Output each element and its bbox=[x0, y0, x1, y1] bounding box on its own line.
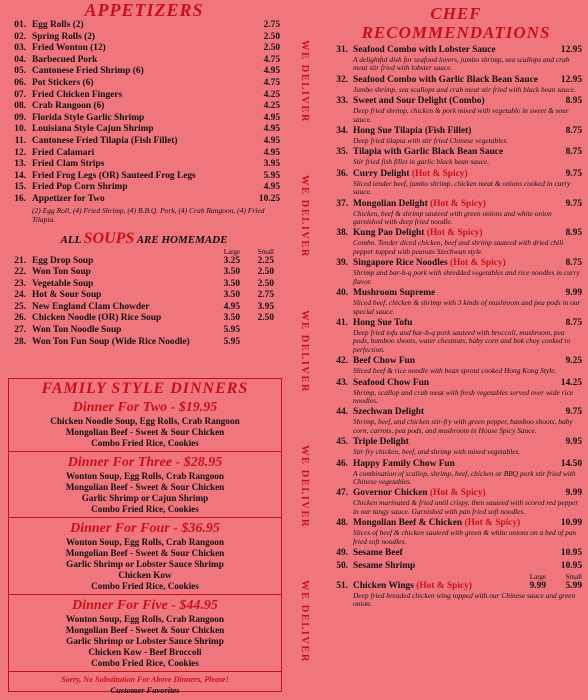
item-number: 40. bbox=[336, 288, 348, 299]
item-number: 24. bbox=[14, 290, 26, 301]
item-number: 26. bbox=[14, 313, 26, 324]
dinner-line: Chicken Kow bbox=[118, 570, 172, 580]
chef-row bbox=[324, 378, 582, 389]
dinner-title: Dinner For Three - $28.95 bbox=[67, 455, 223, 470]
item-price: 2.50 bbox=[263, 43, 280, 54]
appetizers-title: APPETIZERS bbox=[84, 0, 204, 20]
item-desc: Slices of beef & chicken sauteed with green & white onions on a bed of pan fried soft noodles. bbox=[353, 528, 577, 546]
dinner-line: Mongolian Beef - Sweet & Sour Chicken bbox=[65, 482, 225, 492]
item-number: 38. bbox=[336, 228, 348, 239]
chef-column bbox=[324, 0, 588, 700]
appetizer-row bbox=[0, 66, 280, 78]
dinner-line: Wonton Soup, Egg Rolls, Crab Rangoon bbox=[65, 537, 225, 547]
item-number: 14. bbox=[14, 170, 26, 181]
item-price: 4.95 bbox=[263, 182, 280, 193]
item-name: Seafood Combo with Garlic Black Bean Sauce bbox=[353, 74, 538, 85]
we-deliver-4: WE DELIVER bbox=[299, 445, 310, 528]
item-name: Sesame Beef bbox=[353, 548, 403, 558]
small-price: 2.75 bbox=[257, 290, 274, 301]
soup-row bbox=[0, 267, 274, 279]
chef-item bbox=[324, 378, 582, 406]
large-price: 3.25 bbox=[223, 255, 240, 266]
we-deliver-2: WE DELIVER bbox=[299, 175, 310, 258]
chef-row bbox=[324, 199, 582, 210]
chef-item bbox=[324, 561, 582, 572]
family-title: FAMILY STYLE DINNERS bbox=[41, 380, 249, 397]
dinner-line: Garlic Shrimp or Lobster Sauce Shrimp bbox=[66, 559, 224, 569]
large-price: 3.50 bbox=[223, 267, 240, 278]
item-price: 5.95 bbox=[263, 170, 280, 181]
item-desc: Shrimp, scallop and crab meat with fresh vegetables served over wide rice noodles. bbox=[353, 387, 574, 405]
item-number: 10. bbox=[14, 124, 26, 135]
item-price: 9.99 bbox=[565, 288, 582, 299]
item-number: 44. bbox=[336, 407, 348, 418]
item-desc: A delightful dish for seafood lovers, jumbo shrimp, sea scallops and crab meat stir fried with lobster sauce. bbox=[353, 55, 570, 73]
item-number: 23. bbox=[14, 278, 26, 289]
item-price: 10.25 bbox=[258, 193, 280, 204]
item-price: 8.75 bbox=[565, 258, 582, 269]
item-price: 4.25 bbox=[263, 89, 280, 100]
large-price: 4.95 bbox=[223, 301, 240, 312]
item-price: 8.75 bbox=[565, 126, 582, 137]
appetizer-row bbox=[0, 32, 280, 44]
item-desc: A combination of scallop, shrimp, beef, chicken or BBQ pork stir fried with Chinese vegetables. bbox=[353, 468, 576, 486]
item-number: 07. bbox=[14, 89, 26, 100]
chef-item-51 bbox=[324, 574, 588, 609]
dinner-title: Dinner For Five - $44.95 bbox=[72, 598, 218, 613]
item-number: 03. bbox=[14, 43, 26, 54]
appetizer-row bbox=[0, 182, 280, 194]
chef-item bbox=[324, 75, 582, 94]
dinner-block bbox=[9, 399, 281, 449]
dinner-line: Combo Fried Rice, Cookies bbox=[91, 438, 199, 448]
hot-spicy-label: (Hot & Spicy) bbox=[429, 488, 486, 499]
dinner-line: Combo Fried Rice, Cookies bbox=[91, 504, 199, 514]
item-name: New England Clam Chowder bbox=[32, 301, 150, 312]
item-number: 41. bbox=[336, 317, 348, 328]
soups-list bbox=[0, 256, 288, 349]
item-name: Barbecued Pork bbox=[32, 54, 98, 65]
item-desc: Shrimp, beef, and chicken stir-fry with green pepper, bamboo shoots, baby corn, carrots, pea pods, and mushroom in House Spicy Sauce. bbox=[353, 417, 573, 435]
soup-row bbox=[0, 279, 274, 291]
item-price: 4.75 bbox=[263, 77, 280, 88]
item-number: 28. bbox=[14, 336, 26, 347]
soups-heading bbox=[0, 230, 288, 248]
chef-row bbox=[324, 561, 582, 572]
chef-item bbox=[324, 258, 582, 286]
item-price: 4.95 bbox=[263, 112, 280, 123]
item-price: 2.50 bbox=[263, 31, 280, 42]
dinner-line: Chicken Noodle Soup, Egg Rolls, Crab Rangoon bbox=[50, 416, 240, 426]
item-desc: Sliced beef, chicken & shrimp with 3 kinds of mushroom and pea pods in our special sauce. bbox=[353, 298, 581, 316]
item-number: 04. bbox=[14, 54, 26, 65]
item-number: 35. bbox=[336, 147, 348, 158]
family-note: Sorry, No Substitution For Above Dinners, Please! bbox=[61, 675, 229, 684]
chef-item bbox=[324, 199, 582, 227]
item-price: 14.50 bbox=[560, 458, 582, 469]
item-name-wrap bbox=[353, 459, 546, 470]
chef-item bbox=[324, 459, 582, 487]
appetizer-row bbox=[0, 78, 280, 90]
item-name: Singapore Rice Noodles bbox=[353, 258, 448, 269]
item-price: 8.75 bbox=[565, 317, 582, 328]
item-name: Triple Delight bbox=[353, 437, 409, 448]
item-number: 22. bbox=[14, 267, 26, 278]
item-number: 27. bbox=[14, 325, 26, 336]
item-number: 31. bbox=[336, 45, 348, 55]
chef-item bbox=[324, 407, 582, 435]
item-name: Won Ton Soup bbox=[32, 267, 91, 278]
item-number: 42. bbox=[336, 356, 348, 367]
item-name: Chicken Noodle (OR) Rice Soup bbox=[32, 313, 162, 324]
item-price: 9.75 bbox=[565, 198, 582, 209]
item-number: 43. bbox=[336, 377, 348, 388]
item-name: Egg Rolls (2) bbox=[32, 20, 84, 30]
small-price bbox=[240, 325, 274, 337]
item-desc: Shrimp and bar-b-q pork with shredded vegetables and rice noodles in curry flavor. bbox=[353, 268, 580, 286]
chef-item bbox=[324, 488, 582, 516]
small-price: 2.50 bbox=[257, 313, 274, 324]
soup-row bbox=[0, 325, 274, 337]
wings-small-label: Small bbox=[565, 573, 582, 581]
wings-spicy: (Hot & Spicy) bbox=[416, 581, 472, 591]
large-price: 5.95 bbox=[223, 325, 240, 336]
item-number: 02. bbox=[14, 31, 26, 42]
we-deliver-1: WE DELIVER bbox=[299, 40, 310, 123]
item-number: 16. bbox=[14, 193, 26, 204]
we-deliver-5: WE DELIVER bbox=[299, 580, 310, 663]
item-price: 10.95 bbox=[560, 548, 582, 558]
item-price: 10.95 bbox=[560, 561, 582, 571]
small-price bbox=[240, 337, 274, 349]
soup-row bbox=[0, 302, 274, 314]
appetizer-row bbox=[0, 113, 280, 125]
soup-row bbox=[0, 256, 274, 268]
large-price: 5.95 bbox=[223, 336, 240, 347]
appetizer-row bbox=[0, 55, 280, 67]
item-desc: Jumbo shrimp, sea scallops and crab meat stir fried with black bean sauce. bbox=[353, 84, 576, 94]
item-price: 8.95 bbox=[565, 228, 582, 239]
chef-row bbox=[324, 459, 582, 470]
item-name: Fried Wonton (12) bbox=[32, 43, 106, 54]
appetizer-row bbox=[0, 101, 280, 113]
item-name: Florida Style Garlic Shrimp bbox=[32, 112, 145, 123]
item-name: Fried Clam Strips bbox=[32, 159, 105, 170]
chef-row bbox=[324, 548, 582, 559]
item-price: 8.75 bbox=[565, 147, 582, 158]
small-price: 3.95 bbox=[257, 301, 274, 312]
item-name: Hot & Sour Soup bbox=[32, 290, 102, 301]
item-price: 14.25 bbox=[560, 377, 582, 388]
appetizer-row bbox=[0, 171, 280, 183]
item-price: 4.95 bbox=[263, 66, 280, 77]
item-number: 15. bbox=[14, 182, 26, 193]
dinner-title: Dinner For Four - $36.95 bbox=[70, 521, 220, 536]
soups-all: ALL bbox=[60, 233, 81, 246]
item-name: Won Ton Fun Soup (Wide Rice Noodle) bbox=[32, 336, 190, 347]
item-number: 32. bbox=[336, 74, 348, 85]
chef-item bbox=[324, 45, 582, 73]
dinner-divider bbox=[9, 671, 281, 672]
dinner-block bbox=[9, 454, 281, 515]
item-desc: Stir fry chicken, beef, and shrimp with mixed vegetables. bbox=[353, 447, 521, 457]
large-price: 3.50 bbox=[223, 313, 240, 324]
small-price: 2.50 bbox=[257, 267, 274, 278]
item-name-wrap bbox=[353, 199, 546, 210]
dinner-line: Mongolian Beef - Sweet & Sour Chicken bbox=[65, 548, 225, 558]
small-price: 2.50 bbox=[257, 278, 274, 289]
item-name: Beef Chow Fun bbox=[353, 356, 415, 367]
item-number: 13. bbox=[14, 159, 26, 170]
item-price: 10.99 bbox=[560, 518, 582, 529]
item-number: 48. bbox=[336, 518, 348, 529]
item-name: Pot Stickers (6) bbox=[32, 77, 94, 88]
soup-large-label: Large bbox=[223, 247, 240, 256]
item-name-wrap bbox=[353, 561, 546, 572]
item-price: 8.95 bbox=[565, 96, 582, 107]
item-desc: Deep fried tofu and bar-b-q pork sauteed with broccoli, mushroom, pea pods, bamboo shoots, water chestnuts, baby corn and bok choy cooked to perfection. bbox=[353, 327, 571, 354]
hot-spicy-label: (Hot & Spicy) bbox=[449, 258, 506, 269]
item-number: 37. bbox=[336, 198, 348, 209]
chef-item bbox=[324, 228, 582, 256]
item-number: 11. bbox=[14, 135, 26, 146]
dinner-divider bbox=[9, 451, 281, 452]
soup-row bbox=[0, 313, 274, 325]
dinner-line: Garlic Shrimp or Lobster Sauce Shrimp bbox=[66, 636, 224, 646]
appetizer-row bbox=[0, 20, 280, 32]
dinner-line: Combo Fried Rice, Cookies bbox=[91, 581, 199, 591]
item-number: 36. bbox=[336, 168, 348, 179]
chef-item bbox=[324, 548, 582, 559]
item-desc: Combo. Tender diced chicken, beef and shrimp sauteed with dried chili pepper topped with peanuts Szechwan style. bbox=[353, 238, 564, 256]
chef-item bbox=[324, 288, 582, 316]
item-name: Hong Sue Tofu bbox=[353, 317, 413, 328]
chef-item bbox=[324, 437, 582, 456]
soup-row bbox=[0, 337, 274, 349]
item-number: 09. bbox=[14, 112, 26, 123]
item-number: 12. bbox=[14, 147, 26, 158]
soup-small-label: Small bbox=[257, 247, 274, 256]
appetizers-list bbox=[0, 20, 288, 224]
item-price: 9.99 bbox=[565, 488, 582, 499]
item-number: 49. bbox=[336, 548, 348, 558]
dinner-line: Wonton Soup, Egg Rolls, Crab Rangoon bbox=[65, 614, 225, 624]
large-price: 3.50 bbox=[223, 278, 240, 289]
item-desc: Chicken, beef & shrimp sauteed with green onions and white onion garnished with deep fried noodle. bbox=[353, 208, 552, 227]
soups-title: SOUPS bbox=[83, 229, 135, 247]
item-name: Mushroom Supreme bbox=[353, 288, 436, 299]
item-desc: Deep fried tilapia with stir fried Chinese vegetables. bbox=[353, 136, 509, 146]
item-name: Sweet and Sour Delight (Combo) bbox=[353, 96, 485, 107]
chef-item bbox=[324, 518, 582, 546]
item-number: 08. bbox=[14, 101, 26, 112]
item-name-wrap bbox=[353, 548, 546, 559]
item-name: Fried Frog Legs (OR) Sauteed Frog Legs bbox=[32, 170, 196, 181]
item-price: 2.75 bbox=[263, 20, 280, 30]
small-price: 2.25 bbox=[257, 255, 274, 266]
item-number: 50. bbox=[336, 561, 348, 571]
wings-large-label: Large bbox=[529, 573, 546, 581]
appetizer-for-two-desc: (2) Egg Roll, (4) Fried Shrimp, (4) B.B.Q. Pork, (4) Crab Rangoon, (4) Fried Tilapia. bbox=[32, 205, 265, 224]
hot-spicy-label: (Hot & Spicy) bbox=[426, 228, 483, 239]
dinner-line: Wonton Soup, Egg Rolls, Crab Rangoon bbox=[65, 471, 225, 481]
item-price: 4.95 bbox=[263, 135, 280, 146]
appetizer-row bbox=[0, 90, 280, 102]
chef-item bbox=[324, 356, 582, 375]
item-number: 46. bbox=[336, 458, 348, 469]
item-desc: Stir fried fish fillet in garlic black bean sauce. bbox=[353, 157, 490, 167]
item-price: 12.95 bbox=[560, 74, 582, 85]
item-name: Governor Chicken bbox=[353, 488, 428, 499]
item-desc: Chicken marinated & fried until crispy, then sauteed with scored red pepper in our tangy sauce. Garnished with pan fried soft noodles. bbox=[353, 498, 579, 516]
item-name: Mongolian Delight bbox=[353, 198, 428, 209]
item-name-wrap bbox=[353, 378, 546, 389]
hot-spicy-label: (Hot & Spicy) bbox=[430, 198, 486, 209]
dinner-line: Combo Fried Rice, Cookies bbox=[91, 658, 199, 668]
item-price: 3.95 bbox=[263, 159, 280, 170]
appetizer-row bbox=[0, 136, 280, 148]
item-name: Seafood Combo with Lobster Sauce bbox=[353, 45, 496, 55]
item-name: Tilapia with Garlic Black Bean Sauce bbox=[353, 147, 504, 158]
item-name: Fried Calamari bbox=[32, 147, 95, 158]
soup-size-header bbox=[0, 248, 288, 256]
item-name: Cantonese Fried Tilapia (Fish Fillet) bbox=[32, 135, 178, 146]
item-number: 01. bbox=[14, 20, 26, 30]
item-price: 4.95 bbox=[263, 147, 280, 158]
item-number: 05. bbox=[14, 66, 26, 77]
large-price: 3.50 bbox=[223, 290, 240, 301]
soup-row bbox=[0, 290, 274, 302]
dinner-divider bbox=[9, 594, 281, 595]
chef-item bbox=[324, 96, 582, 124]
dinner-list bbox=[9, 399, 281, 672]
chef-item bbox=[324, 318, 582, 354]
chef-item bbox=[324, 126, 582, 145]
item-desc: Sliced tender beef, jumbo shrimp, chicken meat & onions cooked in curry sauce. bbox=[353, 178, 571, 197]
chef-list bbox=[324, 45, 588, 572]
appetizer-row bbox=[0, 159, 280, 171]
dinner-line: Chicken Kow - Beef Broccoli bbox=[88, 647, 202, 657]
item-desc: Deep fried shrimp, chicken & pork mixed with vegetable in sweet & sour sauce. bbox=[353, 106, 569, 124]
item-price: 9.75 bbox=[565, 407, 582, 418]
wings-large-price: 9.99 bbox=[529, 581, 546, 591]
item-name: Cantonese Fried Shrimp (6) bbox=[32, 66, 144, 77]
item-name: Spring Rolls (2) bbox=[32, 31, 96, 42]
item-name: Hong Sue Tilapia (Fish Fillet) bbox=[353, 126, 472, 137]
family-dinners-box bbox=[8, 378, 282, 695]
item-name: Sesame Shrimp bbox=[353, 561, 416, 571]
item-price: 9.25 bbox=[565, 356, 582, 367]
left-column bbox=[0, 0, 288, 700]
chef-title-2: RECOMMENDATIONS bbox=[361, 23, 551, 42]
item-name: Won Ton Noodle Soup bbox=[32, 325, 122, 336]
wings-num: 51. bbox=[336, 581, 348, 591]
item-price: 9.95 bbox=[565, 437, 582, 448]
dinner-line: Garlic Shrimp or Cajun Shrimp bbox=[81, 493, 209, 503]
item-name: Appetizer for Two bbox=[32, 193, 105, 204]
item-name: Vegetable Soup bbox=[32, 278, 94, 289]
item-price: 9.75 bbox=[565, 168, 582, 179]
we-deliver-3: WE DELIVER bbox=[299, 310, 310, 393]
appetizer-row bbox=[0, 194, 280, 206]
item-number: 06. bbox=[14, 77, 26, 88]
soups-homemade: ARE HOMEMADE bbox=[136, 233, 228, 246]
wings-small-price: 5.99 bbox=[565, 581, 582, 591]
item-number: 25. bbox=[14, 301, 26, 312]
chef-item bbox=[324, 147, 582, 166]
chef-item bbox=[324, 169, 582, 197]
item-name: Happy Family Chow Fun bbox=[353, 458, 455, 469]
appetizer-row bbox=[0, 43, 280, 55]
item-number: 34. bbox=[336, 126, 348, 137]
item-name: Curry Delight bbox=[353, 168, 410, 179]
item-price: 4.95 bbox=[263, 124, 280, 135]
dinner-block bbox=[9, 520, 281, 592]
delivery-strip bbox=[288, 0, 324, 700]
dinner-line: Mongolian Beef - Sweet & Sour Chicken bbox=[65, 625, 225, 635]
item-name: Szechwan Delight bbox=[353, 407, 425, 418]
item-name: Egg Drop Soup bbox=[32, 255, 94, 266]
item-name: Kung Pao Delight bbox=[353, 228, 425, 239]
item-price: 12.95 bbox=[560, 45, 582, 55]
chef-title-1: CHEF bbox=[430, 4, 482, 23]
item-name: Crab Rangoon (6) bbox=[32, 101, 105, 112]
item-price: 4.75 bbox=[263, 54, 280, 65]
item-name: Louisiana Style Cajun Shrimp bbox=[32, 124, 154, 135]
item-number: 33. bbox=[336, 96, 348, 107]
item-number: 47. bbox=[336, 488, 348, 499]
item-number: 45. bbox=[336, 437, 348, 448]
wings-desc: Deep fried breaded chicken wing topped with our Chinese sauce and green onion. bbox=[353, 591, 576, 609]
dinner-title: Dinner For Two - $19.95 bbox=[72, 400, 218, 415]
hot-spicy-label: (Hot & Spicy) bbox=[464, 518, 521, 529]
dinner-divider bbox=[9, 517, 281, 518]
wings-name: Chicken Wings bbox=[353, 581, 414, 591]
item-name: Fried Chicken Fingers bbox=[32, 89, 123, 100]
dinner-line: Mongolian Beef - Sweet & Sour Chicken bbox=[65, 427, 225, 437]
item-number: 39. bbox=[336, 258, 348, 269]
appetizer-row bbox=[0, 124, 280, 136]
item-price: 4.25 bbox=[263, 101, 280, 112]
family-footer: Customer Favorites bbox=[110, 685, 180, 695]
item-desc: Sliced beef & rice noodle with bean sprout cooked Hong Kong Style. bbox=[353, 366, 557, 376]
appetizer-row bbox=[0, 148, 280, 160]
dinner-block bbox=[9, 597, 281, 669]
item-number: 21. bbox=[14, 255, 26, 266]
hot-spicy-label: (Hot & Spicy) bbox=[411, 168, 468, 179]
item-name: Mongolian Beef & Chicken bbox=[353, 518, 463, 529]
item-name: Fried Pop Corn Shrimp bbox=[32, 182, 128, 193]
item-name: Seafood Chow Fun bbox=[353, 377, 430, 388]
